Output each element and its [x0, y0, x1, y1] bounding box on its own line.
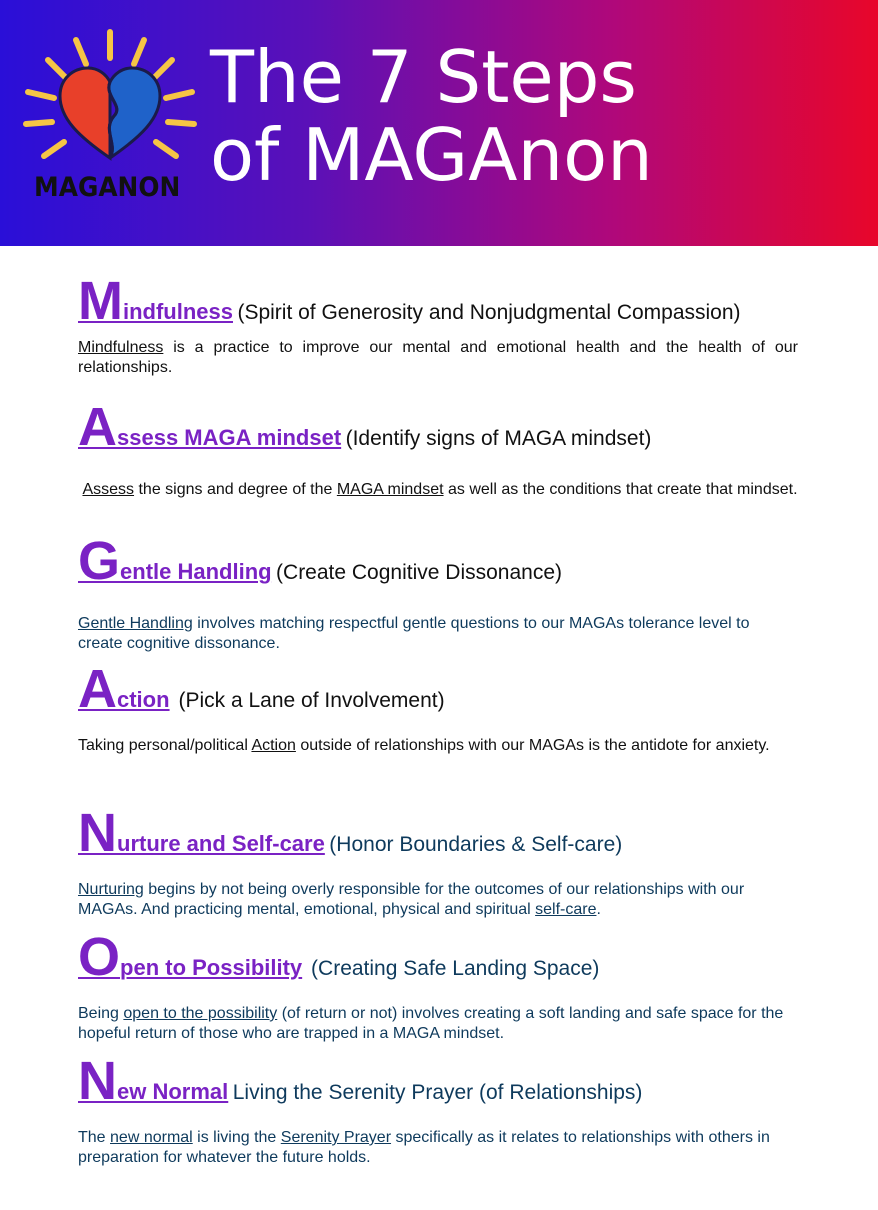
step-name-rest: entle Handling — [120, 559, 272, 584]
step-name-rest: ew Normal — [117, 1079, 229, 1104]
step-name-link[interactable] — [78, 397, 342, 457]
header-banner — [0, 0, 878, 246]
heart-with-rays-icon — [18, 26, 204, 176]
step-description — [78, 480, 798, 500]
title-line-2: of MAGAnon — [210, 113, 653, 197]
desc-link[interactable]: Nurturing — [78, 881, 144, 898]
desc-link-2[interactable]: Serenity Prayer — [280, 1129, 392, 1146]
step-description — [78, 880, 798, 920]
desc-link[interactable]: open to the possibility — [123, 1005, 278, 1022]
step-heading — [78, 531, 798, 591]
desc-text: the signs and degree of the — [134, 481, 337, 498]
step-name-rest: ssess MAGA mindset — [117, 425, 342, 450]
desc-link[interactable]: Gentle Handling — [78, 615, 193, 632]
step-name-rest: ction — [117, 687, 170, 712]
step-heading — [78, 659, 798, 719]
step-heading — [78, 397, 798, 457]
step-heading — [78, 927, 798, 987]
step-name-rest: indfulness — [122, 299, 233, 324]
step-subtitle: (Pick a Lane of Involvement) — [178, 689, 445, 712]
step-subtitle: (Creating Safe Landing Space) — [311, 957, 600, 980]
desc-text-end: specifically as it relates to relationships with others in preparation for whatever the future holds. — [78, 1129, 770, 1166]
step-mindfulness — [78, 271, 798, 378]
logo-text: MAGANON — [34, 172, 181, 203]
step-initial: A — [78, 659, 117, 719]
step-heading — [78, 803, 798, 863]
desc-text: is living the — [192, 1129, 281, 1146]
step-description — [78, 1128, 798, 1168]
desc-link[interactable]: Mindfulness — [78, 339, 164, 356]
desc-text: (of return or not) involves creating a soft landing and safe space for the hopeful return of those who are trapped in a MAGA mindset. — [78, 1005, 784, 1042]
step-name-link[interactable] — [78, 531, 272, 591]
desc-link-2[interactable]: MAGA mindset — [336, 481, 444, 498]
desc-link[interactable]: Assess — [82, 481, 135, 498]
step-subtitle: (Spirit of Generosity and Nonjudgmental Compassion) — [237, 301, 741, 324]
step-description — [78, 338, 798, 378]
step-description — [78, 736, 798, 756]
step-name-link[interactable] — [78, 803, 325, 863]
step-subtitle: (Honor Boundaries & Self-care) — [329, 833, 623, 856]
step-name-link[interactable] — [78, 927, 303, 987]
step-description — [78, 1004, 798, 1044]
desc-text-pre: Being — [78, 1005, 124, 1022]
step-open-to-possibility — [78, 927, 798, 1044]
step-subtitle: Living the Serenity Prayer (of Relationships) — [232, 1081, 643, 1104]
step-description — [78, 614, 798, 654]
desc-text: involves matching respectful gentle questions to our MAGAs tolerance level to create cognitive dissonance. — [78, 615, 750, 652]
step-subtitle: (Identify signs of MAGA mindset) — [345, 427, 652, 450]
desc-text: begins by not being overly responsible for the outcomes of our relationships with our MAGAs. And practicing mental, emotional, physical and spiritual — [78, 881, 745, 918]
desc-text-pre: Taking personal/political — [78, 737, 252, 754]
desc-link[interactable]: Action — [251, 737, 296, 754]
step-name-link[interactable] — [78, 271, 233, 331]
desc-text: is a practice to improve our mental and emotional health and the health of our relationships. — [78, 339, 798, 376]
desc-text-end: . — [596, 901, 601, 918]
step-gentle-handling — [78, 531, 798, 654]
step-new-normal — [78, 1051, 798, 1168]
step-name-rest: pen to Possibility — [120, 955, 303, 980]
step-initial: O — [78, 927, 121, 987]
step-name-link[interactable] — [78, 1051, 229, 1111]
desc-text-end: as well as the conditions that create that mindset. — [443, 481, 798, 498]
step-assess — [78, 397, 798, 500]
step-initial: N — [78, 803, 117, 863]
step-initial: A — [78, 397, 117, 457]
step-name-link[interactable] — [78, 659, 170, 719]
step-heading — [78, 1051, 798, 1111]
step-initial: M — [78, 271, 123, 331]
step-heading — [78, 271, 798, 331]
step-initial: N — [78, 1051, 117, 1111]
desc-text: outside of relationships with our MAGAs is the antidote for anxiety. — [295, 737, 770, 754]
step-nurture — [78, 803, 798, 920]
desc-link[interactable]: new normal — [110, 1129, 193, 1146]
step-initial: G — [78, 531, 121, 591]
title-line-1: The 7 Steps — [210, 35, 637, 119]
desc-text-pre: The — [78, 1129, 111, 1146]
maganon-logo — [18, 26, 204, 204]
desc-link-2[interactable]: self-care — [535, 901, 597, 918]
step-subtitle: (Create Cognitive Dissonance) — [276, 561, 562, 584]
step-action — [78, 659, 798, 756]
page-title — [210, 35, 850, 197]
step-name-rest: urture and Self-care — [117, 831, 325, 856]
